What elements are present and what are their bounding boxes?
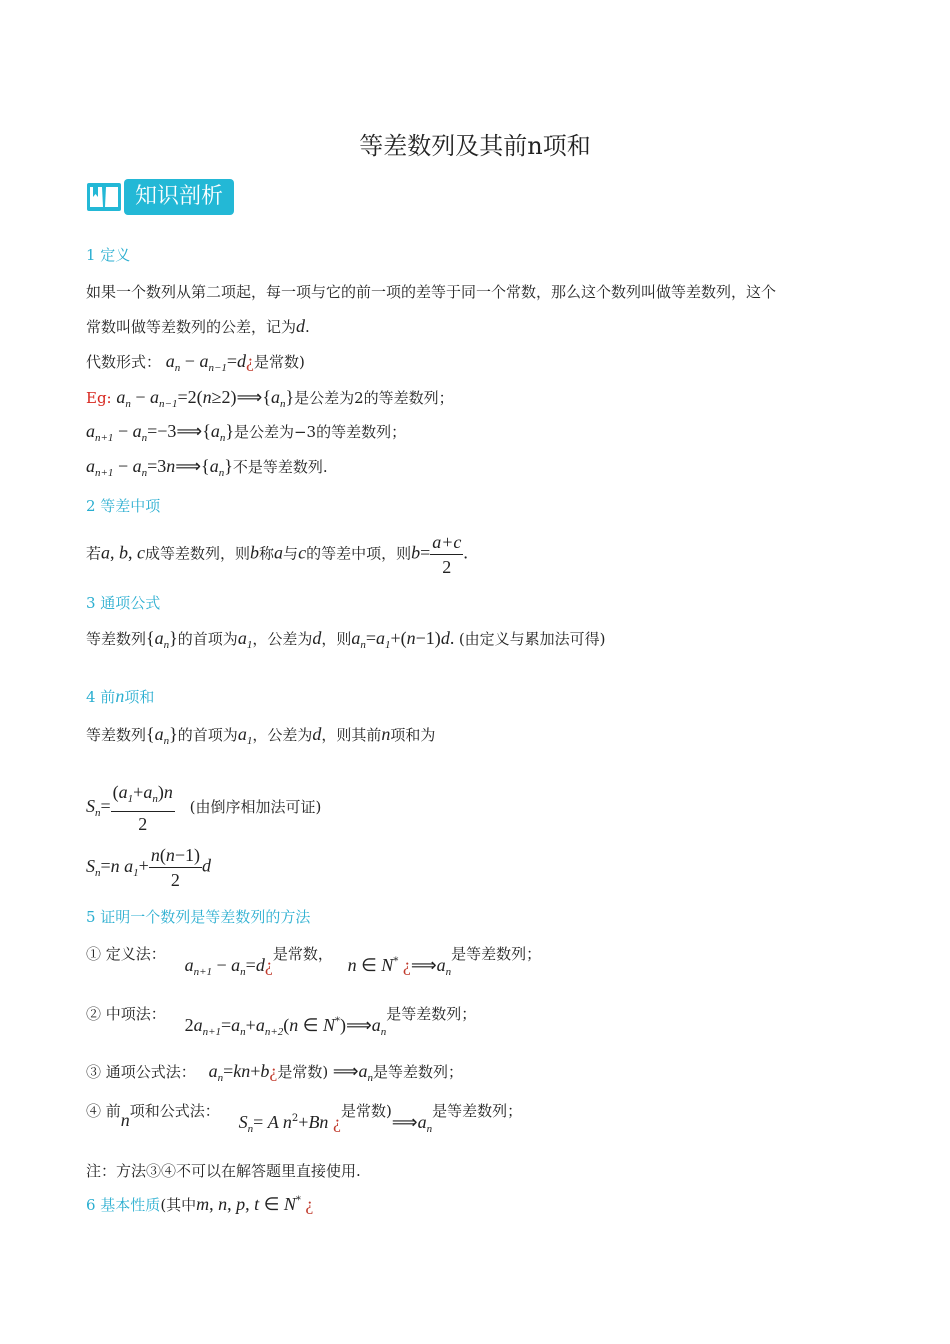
method-note: 注：方法③④不可以在解答题里直接使用. (86, 1162, 361, 1180)
general-term-statement: 等差数列$\{a_n\}$的首项为$a_1$，公差为d，则$a_n=a_1+(n-1)d$. (由定义与累加法可得) (86, 628, 606, 651)
open-book-icon (86, 179, 122, 215)
method-partial-sum: ④ 前n项和公式法： $S_n= A$ $n^2+Bn$ ¿是常数)$⟹a_n$是等差数列； (86, 1102, 523, 1135)
partial-sum-formula-2: $S_n=n$ $a_1+$ $\frac{n(n-1)}{2}$ d (86, 845, 211, 890)
mean-fraction: $\frac{a+c}{2}$ (432, 532, 462, 577)
definition-paragraph-line1: 如果一个数列从第二项起，每一项与它的前一项的差等于同一个常数，那么这个数列叫做等差数列，这个 (86, 283, 777, 301)
method-general-term: ③ 通项公式法： $a_n=kn+b¿$是常数) $⟹a_n$是等差数列； (86, 1061, 464, 1084)
heading-proof-methods: 5 证明一个数列是等差数列的方法 (86, 908, 311, 926)
algebraic-form: 代数形式： $a_n$ − $a_{n-1}=d¿$是常数) (86, 351, 305, 374)
method-middle-term: ② 中项法： $2a_{n+1}=a_n+a_{n+2}(n$ ∈ $N^*)⟹a_n$是等差数列； (86, 1005, 477, 1038)
definition-paragraph-line2: 常数叫做等差数列的公差，记为d. (86, 316, 310, 336)
example-line-2: $a_{n+1}$ − $a_n=-3⟹\{a_n\}$是公差为−3的等差数列； (86, 421, 407, 444)
sum-fraction-1: $\frac{(a_1+a_n)n}{2}$ (112, 782, 173, 834)
section-badge-label: 知识剖析 (124, 179, 234, 215)
partial-sum-statement: 等差数列$\{a_n\}$的首项为$a_1$，公差为d，则其前n项和为 (86, 724, 436, 747)
arithmetic-mean-statement: 若a, b, c成等差数列，则b称a与c的等差中项，则b= $\frac{a+c}{2}$ . (86, 532, 468, 577)
partial-sum-formula-1: $S_n=$ $\frac{(a_1+a_n)n}{2}$ (由倒序相加法可证) (86, 782, 322, 834)
example-line-3: $a_{n+1}$ − $a_n=3n⟹\{a_n\}$不是等差数列. (86, 456, 328, 479)
page-title: 等差数列及其前n项和 (359, 132, 591, 160)
heading-general-term: 3 通项公式 (86, 594, 161, 612)
sum-fraction-2: $\frac{n(n-1)}{2}$ (150, 845, 200, 890)
heading-basic-properties: 6 基本性质(其中m, n, p, t ∈ N* ¿ (86, 1194, 314, 1214)
example-line-1: Eg: $a_n$ − $a_{n-1}=2(n\ge 2)⟹\{a_n\}$是公差为2的等差数列； (86, 387, 454, 410)
heading-arithmetic-mean: 2 等差中项 (86, 497, 161, 515)
heading-definition: 1 定义 (86, 246, 131, 264)
heading-partial-sum: 4 前n项和 (86, 686, 155, 706)
method-definition: ① 定义法： $a_{n+1}$ − $a_n=d¿$是常数， n ∈ N* ¿$⟹a_n$是等差数列； (86, 945, 542, 978)
